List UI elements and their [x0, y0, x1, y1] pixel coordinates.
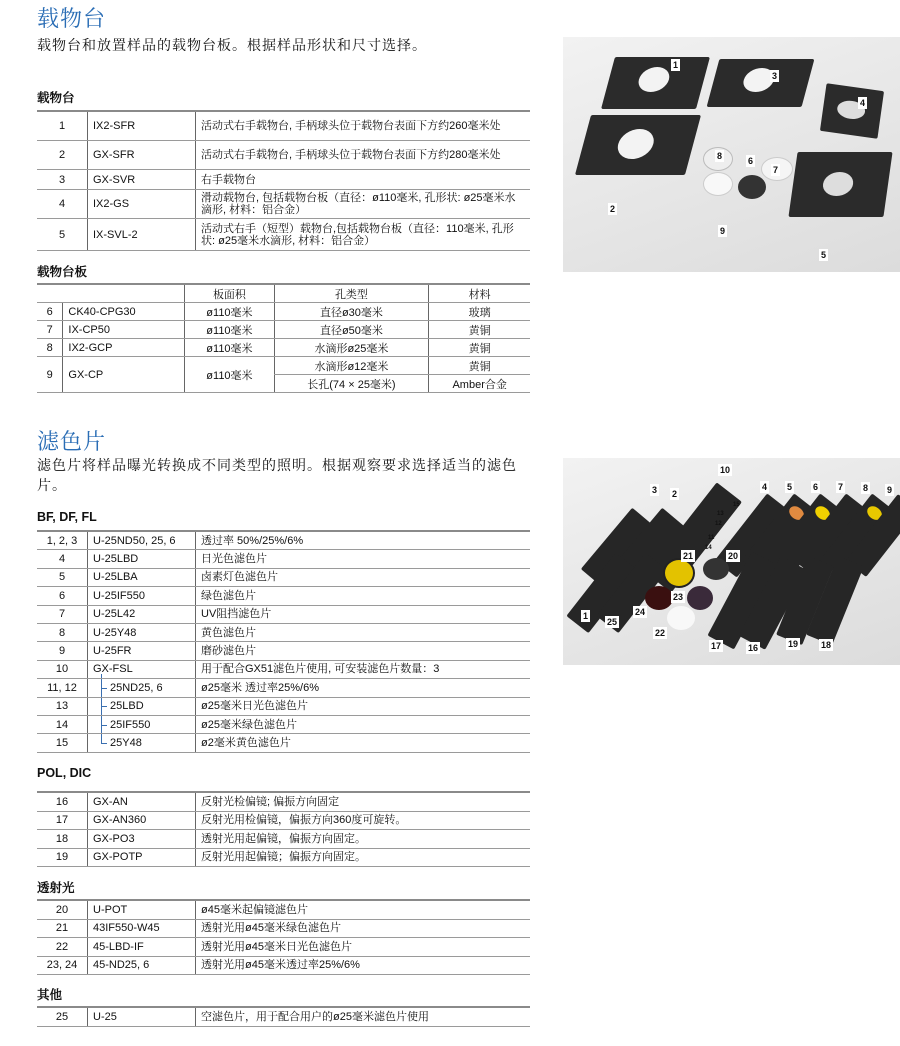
row-number: 8: [37, 339, 63, 357]
table-row: [37, 698, 530, 716]
row-description: 透过率 50%/25%/6%: [195, 532, 530, 549]
filters-title: 滤色片: [37, 429, 107, 454]
photo-label: 7: [773, 165, 779, 175]
photo-label: 15: [733, 502, 740, 508]
row-model: GX-FSL: [87, 661, 195, 678]
row-number: 1: [58, 120, 66, 132]
table-row: [37, 141, 530, 170]
row-number: 17: [55, 814, 69, 827]
row-description: ø2毫米黄色滤色片: [195, 734, 530, 751]
photo-label: 4: [860, 98, 866, 108]
table-row: [37, 830, 530, 849]
row-number: 7: [58, 608, 66, 621]
row-model: U-POT: [87, 901, 195, 919]
filter-table: [37, 899, 530, 975]
header-area: 板面积: [185, 284, 274, 303]
table-row: [37, 219, 530, 251]
table-row: [37, 793, 530, 812]
row-description: 反射光用起偏镜；偏振方向固定。: [195, 849, 530, 867]
stage-description: 载物台和放置样品的载物台板。根据样品形状和尺寸选择。: [37, 37, 427, 53]
photo-label: 17: [711, 641, 722, 651]
row-description: 活动式右手载物台, 手柄球头位于载物台表面下方约280毫米处: [195, 141, 530, 169]
photo-label: 3: [652, 485, 658, 495]
row-model: U-25L42: [87, 606, 195, 623]
table-row: [37, 1008, 530, 1027]
row-model: U-25: [87, 1008, 195, 1026]
row-model: U-25LBA: [87, 569, 195, 586]
row-model: 25ND25, 6: [87, 679, 195, 696]
row-area: ø110毫米: [185, 357, 274, 393]
row-number: 1, 2, 3: [46, 534, 78, 547]
row-model: 25Y48: [87, 734, 195, 751]
photo-label: 5: [787, 482, 793, 492]
row-number: 7: [37, 321, 63, 339]
row-description: 透射光用ø45毫米绿色滤色片: [195, 920, 530, 938]
row-area: ø110毫米: [185, 303, 274, 321]
stage-title: 载物台: [37, 6, 107, 31]
row-description: ø45毫米起偏镜滤色片: [195, 901, 530, 919]
filter-table: [37, 791, 530, 867]
row-model: GX-CP: [63, 357, 185, 393]
row-description: 用于配合GX51滤色片使用, 可安装滤色片数量：3: [195, 661, 530, 678]
photo-label: 10: [720, 465, 731, 475]
row-model: 45-LBD-IF: [87, 938, 195, 956]
photo-label: 14: [705, 545, 712, 551]
row-model: GX-AN: [87, 793, 195, 811]
row-number: 4: [58, 198, 66, 210]
row-description: 透射光用ø45毫米日光色滤色片: [195, 938, 530, 956]
row-model: GX-PO3: [87, 830, 195, 848]
table-row: [37, 321, 530, 339]
row-description: 活动式右手载物台, 手柄球头位于载物台表面下方约260毫米处: [195, 112, 530, 140]
row-number: 25: [55, 1010, 69, 1023]
plates-label: 载物台板: [37, 265, 88, 279]
row-number: 20: [55, 903, 69, 916]
row-material: 黄铜: [429, 357, 530, 375]
row-material: 黄铜: [429, 339, 530, 357]
row-model: U-25IF550: [87, 587, 195, 604]
row-description: 磨砂滤色片: [195, 642, 530, 659]
table-row: [37, 716, 530, 734]
photo-label: 12: [715, 521, 722, 527]
row-description: 绿色滤色片: [195, 587, 530, 604]
photo-label: 6: [813, 482, 819, 492]
stages-table: [37, 110, 530, 251]
row-model: IX2-GCP: [63, 339, 185, 357]
table-row: [37, 849, 530, 868]
row-number: 5: [58, 228, 66, 241]
table-row: [37, 112, 530, 141]
row-number: 2: [58, 149, 66, 161]
row-description: 空滤色片，用于配合用户的ø25毫米滤色片使用: [195, 1008, 530, 1026]
photo-label: 7: [838, 482, 844, 492]
row-description: 卤素灯色滤色片: [195, 569, 530, 586]
filter-group-label: 其他: [37, 988, 63, 1002]
row-model: 43IF550-W45: [87, 920, 195, 938]
row-model: U-25ND50, 25, 6: [87, 532, 195, 549]
row-description: 活动式右手（短型）载物台,包括载物台板（直径：110毫米, 孔形状: ø25毫米水滴形, 材料：铝合金）: [195, 219, 530, 250]
table-row: [37, 587, 530, 605]
photo-label: 11: [708, 535, 715, 541]
row-description: 透射光用ø45毫米透过率25%/6%: [195, 957, 530, 975]
row-number: 6: [58, 589, 66, 602]
photo-label: 5: [821, 250, 827, 260]
table-row: [37, 734, 530, 752]
row-hole: 水滴形ø12毫米: [274, 357, 429, 375]
table-row: [37, 812, 530, 831]
filter-table: [37, 1006, 530, 1027]
photo-label: 8: [863, 483, 869, 493]
row-material: Amber合金: [429, 375, 530, 393]
row-number: 10: [55, 663, 69, 676]
row-description: 黄色滤色片: [195, 624, 530, 641]
stage-photo: [563, 37, 900, 272]
row-hole: 直径ø30毫米: [274, 303, 429, 321]
photo-label: 22: [655, 628, 666, 638]
table-row: [37, 532, 530, 550]
row-description: UV阻挡滤色片: [195, 606, 530, 623]
row-description: 右手载物台: [195, 170, 530, 189]
table-row: [37, 550, 530, 568]
row-hole: 直径ø50毫米: [274, 321, 429, 339]
row-area: ø110毫米: [185, 339, 274, 357]
photo-label: 9: [887, 485, 893, 495]
row-model: IX2-SFR: [87, 112, 195, 140]
filter-group-label: BF, DF, FL: [37, 510, 97, 524]
table-row: [37, 642, 530, 660]
photo-label: 18: [821, 640, 832, 650]
row-number: 13: [55, 700, 69, 713]
row-description: 反射光用检偏镜，偏振方向360度可旋转。: [195, 812, 530, 830]
row-model: GX-POTP: [87, 849, 195, 867]
row-model: 25LBD: [87, 698, 195, 715]
table-row: [37, 357, 530, 375]
table-row: [37, 661, 530, 679]
table-row: [37, 339, 530, 357]
photo-label: 8: [717, 151, 723, 161]
stages-label: 载物台: [37, 91, 75, 105]
row-description: 透射光用起偏镜，偏振方向固定。: [195, 830, 530, 848]
row-area: ø110毫米: [185, 321, 274, 339]
table-row: [37, 606, 530, 624]
row-number: 5: [58, 571, 66, 584]
photo-label: 25: [607, 617, 618, 627]
row-model: U-25Y48: [87, 624, 195, 641]
row-number: 19: [55, 851, 69, 864]
row-number: 11, 12: [47, 681, 77, 694]
row-model: U-25LBD: [87, 550, 195, 567]
row-number: 9: [58, 645, 66, 658]
row-number: 6: [37, 303, 63, 321]
plates-table: [37, 283, 530, 393]
header-material: 材料: [429, 284, 530, 303]
photo-label: 9: [720, 226, 726, 236]
photo-label: 19: [788, 639, 799, 649]
table-row: [37, 170, 530, 190]
row-material: 黄铜: [429, 321, 530, 339]
filter-table: [37, 530, 530, 753]
table-row: [37, 190, 530, 219]
photo-label: 20: [728, 551, 739, 561]
photo-label: 13: [717, 511, 724, 517]
row-model: CK40-CPG30: [63, 303, 185, 321]
row-description: ø25毫米绿色滤色片: [195, 716, 530, 733]
row-number: 8: [58, 626, 66, 639]
row-number: 4: [58, 553, 66, 566]
row-description: 反射光检偏镜; 偏振方向固定: [195, 793, 530, 811]
photo-label: 1: [583, 611, 589, 621]
row-number: 23, 24: [46, 959, 78, 972]
row-number: 18: [55, 832, 69, 845]
row-number: 15: [55, 736, 69, 749]
row-number: 16: [55, 795, 69, 808]
filters-description: 滤色片将样品曝光转换成不同类型的照明。根据观察要求选择适当的滤色片。: [37, 457, 517, 493]
row-description: ø25毫米日光色滤色片: [195, 698, 530, 715]
filters-photo: [563, 458, 900, 665]
photo-label: 4: [762, 482, 768, 492]
row-number: 9: [37, 357, 63, 393]
table-row: [37, 679, 530, 697]
row-model: IX-SVL-2: [87, 219, 195, 250]
photo-label: 1: [673, 60, 679, 70]
photo-label: 2: [610, 204, 616, 214]
filter-group-label: 透射光: [37, 881, 75, 895]
row-number: 3: [58, 173, 66, 186]
photo-label: 6: [748, 156, 754, 166]
row-number: 14: [55, 718, 69, 731]
table-row: [37, 901, 530, 920]
row-model: GX-SVR: [87, 170, 195, 189]
row-model: 45-ND25, 6: [87, 957, 195, 975]
header-hole: 孔类型: [274, 284, 429, 303]
row-model: U-25FR: [87, 642, 195, 659]
photo-label: 16: [748, 643, 759, 653]
table-row: [37, 569, 530, 587]
photo-label: 3: [772, 71, 778, 81]
table-row: [37, 957, 530, 976]
row-model: IX-CP50: [63, 321, 185, 339]
photo-label: 23: [673, 592, 684, 602]
row-description: ø25毫米 透过率25%/6%: [195, 679, 530, 696]
table-header: [37, 284, 530, 303]
table-row: [37, 938, 530, 957]
table-row: [37, 920, 530, 939]
row-model: GX-AN360: [87, 812, 195, 830]
row-number: 21: [55, 922, 69, 935]
row-model: IX2-GS: [87, 190, 195, 218]
photo-label: 21: [683, 551, 694, 561]
row-number: 22: [55, 940, 69, 953]
table-row: [37, 303, 530, 321]
table-row: [37, 624, 530, 642]
photo-label: 2: [672, 489, 678, 499]
row-description: 滑动载物台, 包括载物台板（直径：ø110毫米, 孔形状: ø25毫米水滴形, 材料：铝合金）: [195, 190, 530, 218]
row-model: 25IF550: [87, 716, 195, 733]
row-description: 日光色滤色片: [195, 550, 530, 567]
filter-group-label: POL, DIC: [37, 766, 92, 780]
row-material: 玻璃: [429, 303, 530, 321]
row-hole: 长孔(74 × 25毫米): [274, 375, 429, 393]
row-hole: 水滴形ø25毫米: [274, 339, 429, 357]
photo-label: 24: [635, 607, 646, 617]
row-model: GX-SFR: [87, 141, 195, 169]
